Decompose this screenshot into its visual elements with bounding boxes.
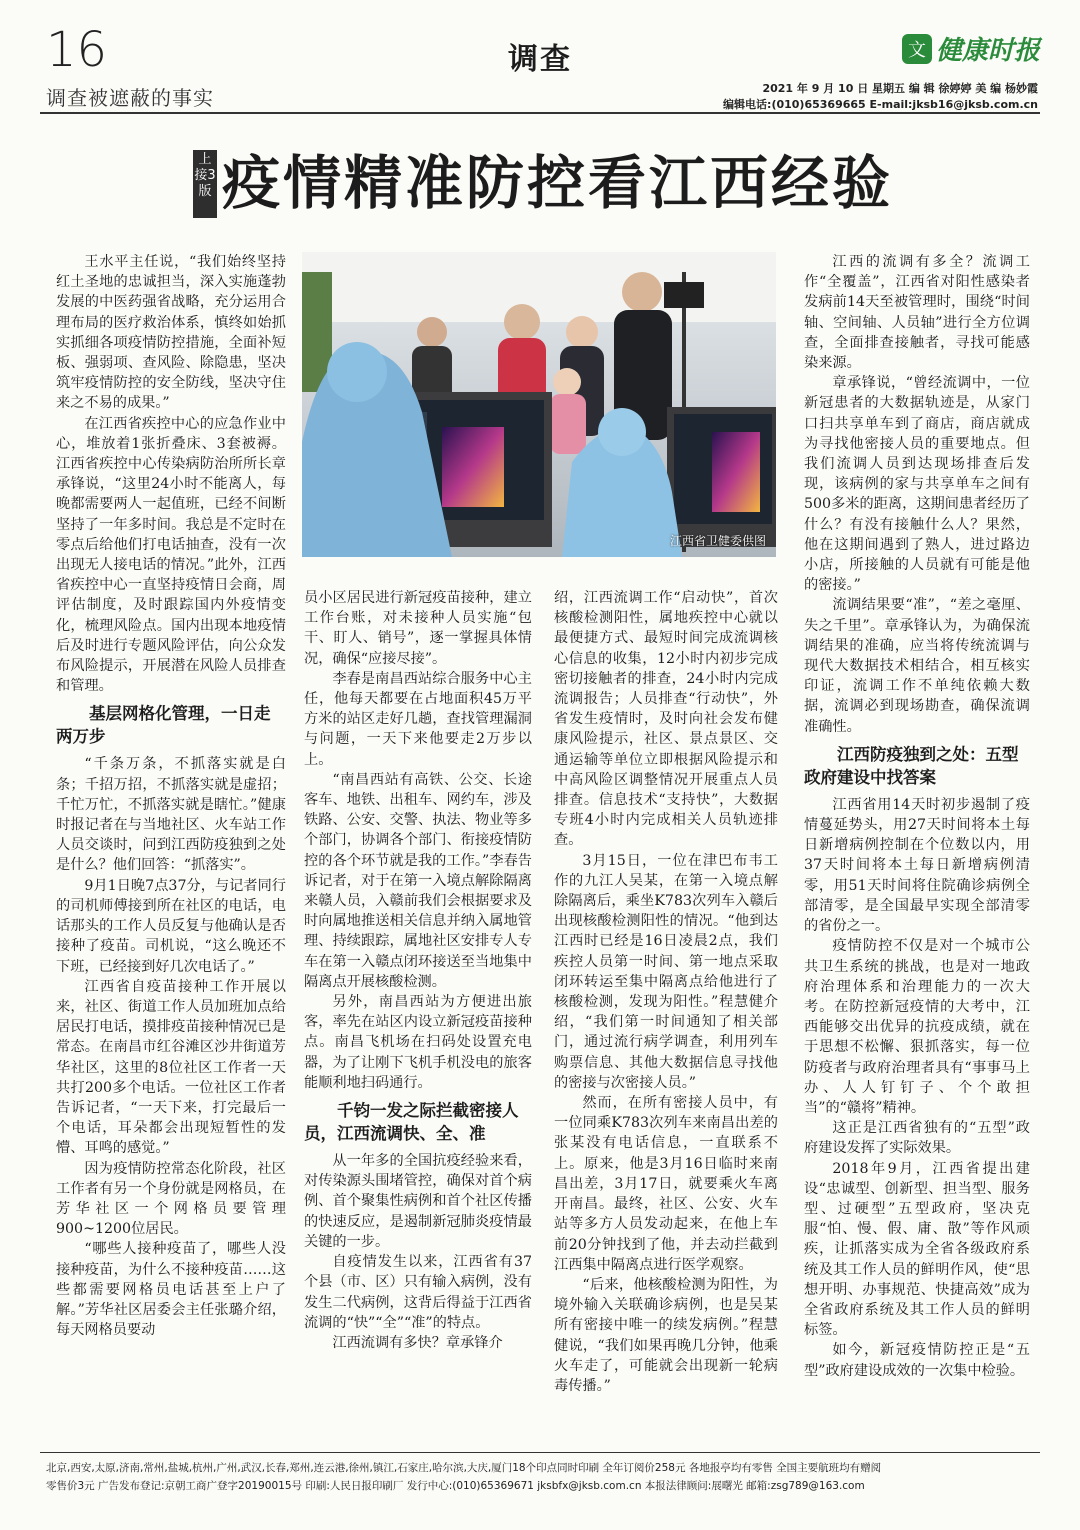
- paragraph: 疫情防控不仅是对一个城市公共卫生系统的挑战，也是对一地政府治理体系和治理能力的一次大考。在防控新冠疫情的大考中，江西能够交出优异的抗疫成绩，就在于思想不松懈、狠抓落实，每一位防疫者与政府治理者具有“事事马上办、人人钉钉子、个个敢担当”的“赣将”精神。: [804, 938, 1030, 1116]
- subheading: 千钧一发之际拦截密接人员，江西流调快、全、准: [304, 1101, 519, 1144]
- article-column-4: [804, 252, 1030, 1381]
- newspaper-logo: [902, 30, 1040, 67]
- footer-print-info: 北京,西安,太原,济南,常州,盐城,杭州,广州,武汉,长春,郑州,连云港,徐州,镇江,石家庄,哈尔滨,大庆,厦门18个印点同时印刷 全年订阅价258元 各地报亭均有零售 全国主要航班均有赠阅: [46, 1462, 882, 1474]
- photo-illustration: [302, 252, 776, 557]
- footer-rule: [40, 1452, 1040, 1453]
- footer-publishing-info: 零售价3元 广告发布登记:京朝工商广登字20190015号 印刷:人民日报印刷厂 发行中心:(010)65369671 jksbfx@jksb.com.cn 本报法律顾问:展曙光 邮箱:zsg789@163.com: [46, 1480, 865, 1492]
- paragraph: 从一年多的全国抗疫经验来看，对传染源头围堵管控，确保对首个病例、首个聚集性病例和首个社区传播的快速反应，是遏制新冠肺炎疫情最关键的一步。: [304, 1153, 532, 1250]
- article-column-1: [56, 252, 286, 1340]
- paragraph: 另外，南昌西站为方便进出旅客，率先在站区内设立新冠疫苗接种点。南昌飞机场在扫码处设置充电器，为了让刚下飞机手机没电的旅客能顺利地扫码通行。: [304, 994, 532, 1091]
- subheading: 江西防疫独到之处：五型政府建设中找答案: [804, 744, 1019, 787]
- paragraph: 如今，新冠疫情防控正是“五型”政府建设成效的一次集中检验。: [804, 1342, 1030, 1379]
- paragraph: 江西的流调有多全？流调工作“全覆盖”，江西省对阳性感染者发病前14天至被管理时，围绕“时间轴、空间轴、人员轴”进行全方位调查，全面排查接触者，寻找可能感染来源。: [804, 254, 1030, 372]
- paragraph: 李春是南昌西站综合服务中心主任，他每天都要在占地面积45万平方米的站区走好几趟，查找管理漏洞与问题，一天下来他要走2万步以上。: [304, 670, 532, 768]
- paragraph: 章承锋说，“曾经流调中，一位新冠患者的大数据轨迹是，从家门口扫共享单车到了商店，商店就成为寻找他密接人员的重要地点。但我们流调人员到达现场排查后发现，该病例的家与共享单车之间有500多米的距离，这期间患者经历了什么？有没有接触什么人？果然，他在这期间遇到了熟人，进过路边小店，所接触的人员就有可能是他的密接。”: [804, 375, 1030, 594]
- section-title: 调查: [508, 42, 572, 77]
- header-rule: [40, 112, 1040, 114]
- logo-name: 健康时报: [935, 36, 1040, 66]
- paragraph: “哪些人接种疫苗了，哪些人没接种疫苗，为什么不接种疫苗……这些都需要网格员电话甚至上户了解。”芳华社区居委会主任张璐介绍，每天网格员要动: [56, 1241, 286, 1339]
- logo-mark-icon: 文: [902, 34, 932, 64]
- paragraph: 在江西省疾控中心的应急作业中心，堆放着1张折叠床、3套被褥。江西省疾控中心传染病防治所所长章承锋说，“这里24小时不能离人，每晚都需要两人一起值班，已经不间断坚持了一年多时间。我总是不定时在零点后给他们打电话抽查，没有一次出现无人接电话的情况。”此外，江西省疾控中心一直坚持疫情日会商，周评估制度，及时跟踪国内外疫情变化，梳理风险点。国内出现本地疫情后及时进行专题风险评估，向公众发布风险提示，开展潜在风险人员排查和管理。: [56, 415, 286, 695]
- article-column-2: [304, 588, 532, 1353]
- continued-from-badge: 上接3版: [193, 150, 217, 218]
- paragraph: “南昌西站有高铁、公交、长途客车、地铁、出租车、网约车，涉及铁路、公安、交警、执法、物业等多个部门，协调各个部门、衔接疫情防控的各个环节就是我的工作。”李春告诉记者，对于在第一入境点解除隔离来赣人员，入赣前我们会根据要求及时向属地推送相关信息并纳入属地管理、持续跟踪，属地社区安排专人专车在第一入赣点闭环接送至当地集中隔离点开展核酸检测。: [304, 771, 532, 990]
- article-column-3: [554, 588, 778, 1396]
- paragraph: 江西流调有多快？章承锋介: [332, 1334, 503, 1351]
- paragraph: 自疫情发生以来，江西省有37个县（市、区）只有输入病例，没有发生二代病例，这背后得益于江西省流调的“快”“全”“准”的特点。: [304, 1254, 532, 1331]
- headline: 疫情精准防控看江西经验: [222, 149, 894, 217]
- paragraph: 绍，江西流调工作“启动快”，首次核酸检测阳性，属地疾控中心就以最便捷方式、最短时间完成流调核心信息的收集，12小时内初步完成密切接触者的排查，24小时内完成流调报告；人员排查“行动快”，外省发生疫情时，及时向社会发布健康风险提示，社区、景点景区、交通运输等单位立即根据风险提示和中高风险区调整情况开展重点人员排查。信息技术“支持快”，大数据专班4小时内完成相关人员轨迹排查。: [554, 590, 778, 849]
- column-tag: 调查被遮蔽的事实: [46, 86, 214, 110]
- paragraph: 3月15日，一位在津巴布韦工作的九江人吴某，在第一入境点解除隔离后，乘坐K783次列车入赣后出现核酸检测阳性的情况。“他到达江西时已经是16日凌晨2点，我们疾控人员第一时间、第一地点采取闭环转运至集中隔离点给他进行了核酸检测，发现为阳性。”程慧健介绍，“我们第一时间通知了相关部门，通过流行病学调查，利用列车购票信息、其他大数据信息寻找他的密接与次密接人员。”: [554, 852, 778, 1091]
- paragraph: 9月1日晚7点37分，与记者同行的司机师傅接到所在社区的电话，电话那头的工作人员反复与他确认是否接种了疫苗。司机说，“这么晚还不下班，已经接到好几次电话了。”: [56, 877, 286, 975]
- paragraph: 因为疫情防控常态化阶段，社区工作者有另一个身份就是网格员，在芳华社区一个网格员要管理900~1200位居民。: [56, 1160, 286, 1238]
- subheading: 基层网格化管理，一日走两万步: [56, 704, 271, 747]
- paragraph: 这正是江西省独有的“五型”政府建设发挥了实际效果。: [804, 1120, 1030, 1157]
- paragraph: 员小区居民进行新冠疫苗接种，建立工作台账，对未接种人员实施“包干、盯人、销号”，逐一掌握具体情况，确保“应接尽接”。: [304, 590, 532, 667]
- paragraph: “后来，他核酸检测为阳性，为境外输入关联确诊病例，也是吴某所有密接中唯一的续发病例。”程慧健说，“我们如果再晚几分钟，他乘火车走了，可能就会出现新一轮病毒传播。”: [554, 1276, 778, 1394]
- page-number: 16: [46, 22, 108, 78]
- paragraph: 2018年9月，江西省提出建设“忠诚型、创新型、担当型、服务型、过硬型”五型政府，坚决克服“怕、慢、假、庸、散”等作风顽疾，让抓落实成为全省各级政府系统及其工作人员的鲜明作风，使“思想开明、办事规范、快捷高效”成为全省政府系统及其工作人员的鲜明标签。: [804, 1160, 1030, 1339]
- photo-credit: 江西省卫健委供图: [669, 534, 766, 548]
- editor-contact: 编辑电话:(010)65369665 E-mail:jksb16@jksb.com.cn: [723, 98, 1038, 111]
- paragraph: 江西省自疫苗接种工作开展以来，社区、街道工作人员加班加点给居民打电话，摸排疫苗接种情况已是常态。在南昌市红谷滩区沙井街道芳华社区，这里的8位社区工作者一天共打200多个电话。一位社区工作者告诉记者，“一天下来，打完最后一个电话，耳朵都会出现短暂性的发懵、耳鸣的感觉。”: [56, 978, 286, 1157]
- paragraph: 然而，在所有密接人员中，有一位同乘K783次列车来南昌出差的张某没有电话信息，一直联系不上。原来，他是3月16日临时来南昌出差，3月17日，就要乘火车离开南昌。最终，社区、公安、火车站等多方人员发动起来，在他上车前20分钟找到了他，并去动拦截到江西集中隔离点进行医学观察。: [554, 1095, 778, 1273]
- paragraph: 江西省用14天时初步遏制了疫情蔓延势头，用27天时间将本土每日新增病例控制在个位数以内，用37天时间将本土每日新增病例清零，用51天时间将住院确诊病例全部清零，是全国最早实现全部清零的省份之一。: [804, 796, 1030, 935]
- paragraph: “千条万条，不抓落实就是白条；千招万招，不抓落实就是虚招；千忙万忙，不抓落实就是瞎忙。”健康时报记者在与当地社区、火车站工作人员交谈时，问到江西防疫独到之处是什么？他们回答：“抓落实”。: [56, 756, 286, 874]
- issue-meta: 2021 年 9 月 10 日 星期五 编 辑 徐婷婷 美 编 杨妙霞: [762, 82, 1038, 95]
- paragraph: 流调结果要“准”，“差之毫厘、失之千里”。章承锋认为，为确保流调结果的准确，应当将传统流调与现代大数据技术相结合，相互核实印证，流调工作不单纯依赖大数据，流调必到现场勘查，确保流调准确性。: [804, 597, 1030, 735]
- news-photo: [302, 252, 776, 557]
- paragraph: 王水平主任说，“我们始终坚持红土圣地的忠诚担当，深入实施蓬勃发展的中医药强省战略，充分运用合理布局的医疗救治体系，慎终如始抓实抓细各项疫情防控措施，全面补短板、强弱项、查风险、除隐患，坚决筑牢疫情防控的安全防线，坚决守住来之不易的成果。”: [56, 254, 286, 412]
